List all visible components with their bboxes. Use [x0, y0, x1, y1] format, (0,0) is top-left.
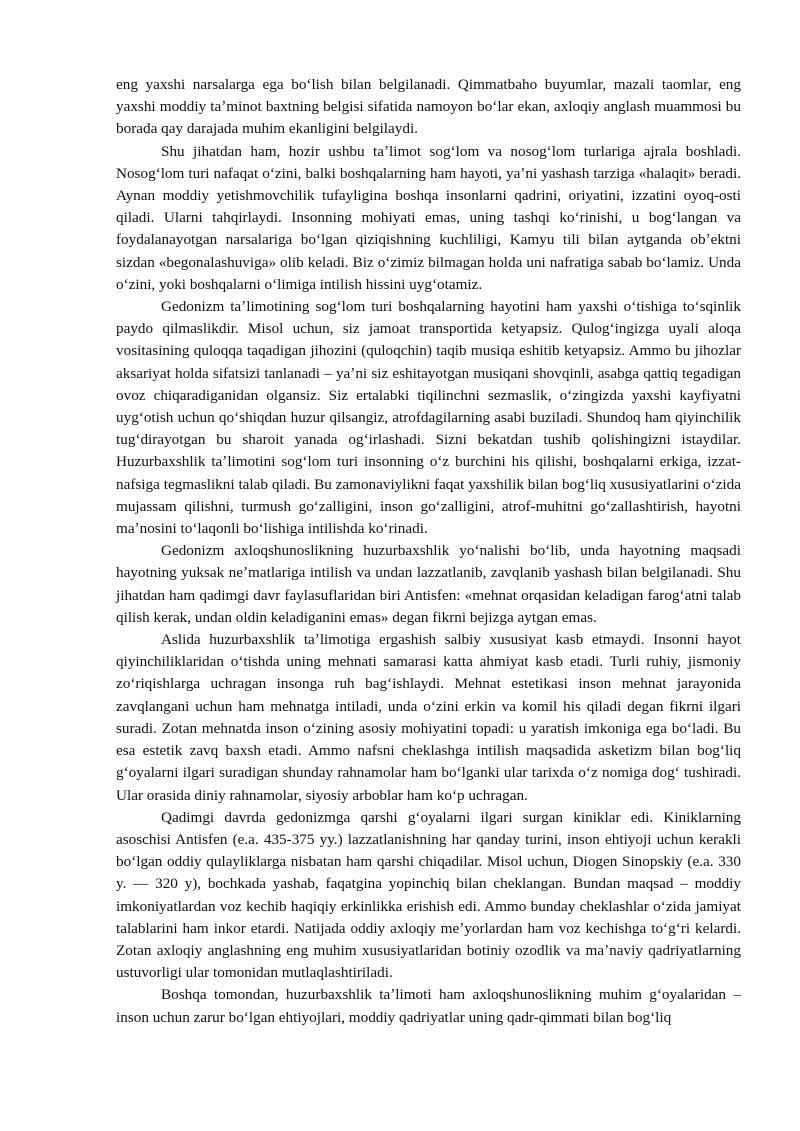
paragraph-1: eng yaxshi narsalarga ega boʻlish bilan belgilanadi. Qimmatbaho buyumlar, mazali taomlar, eng yaxshi moddiy taʼminot baxtning belgisi sifatida namoyon boʻlar ekan, axloqiy anglash muammosi bu borada qay darajada muhim ekanligini belgilaydi.: [116, 76, 741, 138]
paragraph-3: Gedonizm taʼlimotining sogʻlom turi boshqalarning hayotini ham yaxshi oʻtishiga toʻsqinlik paydo qilmaslikdir. Misol uchun, siz jamoat transportida ketyapsiz. Qulogʻingizga uyali aloqa vositasining quloqqa taqadigan jihozini (quloqchin) taqib musiqa eshitib ketyapsiz. Ammo bu jihozlar aksariyat holda sifatsizi tanlanadi – yaʼni siz eshitayotgan musiqani shovqinli, asabga qattiq tegadigan ovoz chiqaradiganidan olgansiz. Siz ertalabki tiqilinchni sezmaslik, oʻzingizda yaxshi kayfiyatni uygʻotish uchun qoʻshiqdan huzur qilsangiz, atrofdagilarning asabi buziladi. Shundoq ham qiyinchilik tugʻdirayotgan bu sharoit yanada ogʻirlashadi. Sizni bekatdan tushib qolishingizni istaydilar. Huzurbaxshlik taʼlimotini sogʻlom turi insonning oʻz burchini his qilishi, boshqalarni erkiga, izzat-nafsiga tegmaslikni talab qiladi. Bu zamonaviylikni faqat yaxshilik bilan bogʻliq xususiyatlarini oʻzida mujassam qilishni, turmush goʻzalligini, inson goʻzalligini, atrof-muhitni goʻzallashtirish, hayotni maʼnosini toʻlaqonli boʻlishiga intilishda koʻrinadi.: [116, 298, 741, 538]
document-page: [116, 74, 741, 1029]
paragraph-7: Boshqa tomondan, huzurbaxshlik taʼlimoti ham axloqshunoslikning muhim gʻoyalaridan – inson uchun zarur boʻlgan ehtiyojlari, moddiy qadriyatlar uning qadr-qimmati bilan bogʻliq: [116, 986, 741, 1026]
paragraph-6: Qadimgi davrda gedonizmga qarshi gʻoyalarni ilgari surgan kiniklar edi. Kiniklarning asoschisi Antisfen (e.a. 435-375 yy.) lazzatlanishning har qanday turini, inson ehtiyoji uchun kerakli boʻlgan oddiy qulayliklarga nisbatan ham qarshi chiqadilar. Misol uchun, Diogen Sinopskiy (e.a. 330 y. — 320 y), bochkada yashab, faqatgina yopinchiq bilan cheklangan. Bundan maqsad – moddiy imkoniyatlardan voz kechib haqiqiy erkinlikka erishish edi. Ammo bunday cheklashlar oʻzida jamiyat talablarini ham inkor etardi. Natijada oddiy axloqiy meʼyorlardan ham voz kechishga toʻgʻri kelardi. Zotan axloqiy anglashning eng muhim xususiyatlaridan botiniy ozodlik va maʼnaviy qadriyatlarning ustuvorligi ular tomonidan mutlaqlashtiriladi.: [116, 808, 741, 982]
paragraph-4: Gedonizm axloqshunoslikning huzurbaxshlik yoʻnalishi boʻlib, unda hayotning maqsadi hayotning yuksak neʼmatlariga intilish va undan lazzatlanib, zavqlanib yashash bilan belgilanadi. Shu jihatdan ham qadimgi davr faylasuflaridan biri Antisfen: «mehnat orqasidan keladigan farogʻatni talab qilish kerak, undan oldin keladiganini emas» degan fikrni bejizga aytgan emas.: [116, 542, 741, 626]
paragraph-2: Shu jihatdan ham, hozir ushbu taʼlimot sogʻlom va nosogʻlom turlariga ajrala boshladi. Nosogʻlom turi nafaqat oʻzini, balki boshqalarning ham hayoti, yaʼni yashash tarziga «halaqit» beradi. Aynan moddiy yetishmovchilik tufayligina boshqa insonlarni qadrini, oriyatini, izzatini oyoq-osti qiladi. Ularni tahqirlaydi. Insonning mohiyati emas, uning tashqi koʻrinishi, u bogʻlangan va foydalanayotgan narsalariga boʻlgan qiziqishning kuchliligi, Kamyu tili bilan aytganda obʼektni sizdan «begonalashuviga» olib keladi. Biz oʻzimiz bilmagan holda uni nafratiga sabab boʻlamiz. Unda oʻzini, yoki boshqalarni oʻlimiga intilish hissini uygʻotamiz.: [116, 142, 741, 293]
paragraph-5: Aslida huzurbaxshlik taʼlimotiga ergashish salbiy xususiyat kasb etmaydi. Insonni hayot qiyinchiliklaridan oʻtishda uning mehnati samarasi katta ahmiyat kasb etadi. Turli ruhiy, jismoniy zoʻriqishlarga uchragan insonga ruh bagʻishlaydi. Mehnat estetikasi inson mehnat jarayonida zavqlangani uchun ham mehnatga intiladi, unda oʻzini erkin va komil his qiladi degan fikrni ilgari suradi. Zotan mehnatda inson oʻzining asosiy mohiyatini topadi: u yaratish imkoniga ega boʻladi. Bu esa estetik zavq baxsh etadi. Ammo nafsni cheklashga intilish maqsadida asketizm bilan bogʻliq gʻoyalarni ilgari suradigan shunday rahnamolar ham boʻlganki ular tarixda oʻz nomiga dogʻ tushiradi. Ular orasida diniy rahnamolar, siyosiy arboblar ham koʻp uchragan.: [116, 631, 741, 804]
